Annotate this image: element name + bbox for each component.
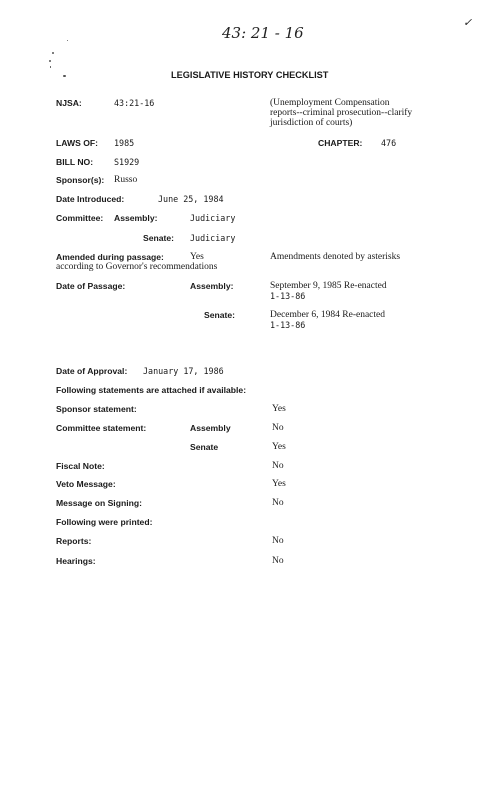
committee-statement-assembly-label: Assembly bbox=[190, 423, 231, 433]
chapter-label: CHAPTER: bbox=[318, 138, 363, 148]
sponsor-label: Sponsor(s): bbox=[56, 175, 105, 185]
amended-value: Yes bbox=[190, 252, 204, 262]
amended-label: Amended during passage: bbox=[56, 252, 164, 262]
date-introduced-value: June 25, 1984 bbox=[158, 194, 224, 204]
njsa-value: 43:21-16 bbox=[114, 98, 155, 108]
committee-assembly-label: Assembly: bbox=[114, 213, 158, 223]
committee-assembly-value: Judiciary bbox=[190, 213, 236, 223]
message-on-signing-label: Message on Signing: bbox=[56, 498, 142, 508]
committee-statement-label: Committee statement: bbox=[56, 423, 147, 433]
scan-speck bbox=[50, 66, 51, 68]
committee-statement-senate-value: Yes bbox=[272, 442, 286, 452]
date-of-approval-label: Date of Approval: bbox=[56, 366, 128, 376]
sponsor-statement-label: Sponsor statement: bbox=[56, 404, 137, 414]
committee-senate-value: Judiciary bbox=[190, 233, 236, 243]
reports-value: No bbox=[272, 536, 284, 546]
scan-speck bbox=[63, 75, 66, 77]
page-title: LEGISLATIVE HISTORY CHECKLIST bbox=[171, 70, 329, 80]
passage-senate-line1: December 6, 1984 Re-enacted bbox=[270, 310, 386, 320]
passage-senate-line2: 1-13-86 bbox=[270, 320, 306, 330]
message-on-signing-value: No bbox=[272, 498, 284, 508]
njsa-description-line1: (Unemployment Compensation bbox=[270, 98, 390, 108]
chapter-value: 476 bbox=[381, 138, 397, 148]
reports-label: Reports: bbox=[56, 536, 92, 546]
printed-header: Following were printed: bbox=[56, 517, 153, 527]
bill-no-value: S1929 bbox=[114, 157, 140, 167]
statements-header: Following statements are attached if available: bbox=[56, 385, 247, 395]
committee-label: Committee: bbox=[56, 213, 104, 223]
amended-note: Amendments denoted by asterisks bbox=[270, 252, 401, 262]
sponsor-statement-value: Yes bbox=[272, 404, 286, 414]
njsa-description-line3: jurisdiction of courts) bbox=[270, 118, 353, 128]
passage-senate-label: Senate: bbox=[204, 310, 236, 320]
bill-no-label: BILL NO: bbox=[56, 157, 94, 167]
date-introduced-label: Date Introduced: bbox=[56, 194, 125, 204]
veto-message-value: Yes bbox=[272, 479, 286, 489]
committee-statement-senate-label: Senate bbox=[190, 442, 219, 452]
committee-statement-assembly-value: No bbox=[272, 423, 284, 433]
veto-message-label: Veto Message: bbox=[56, 479, 116, 489]
committee-senate-label: Senate: bbox=[143, 233, 175, 243]
scan-speck bbox=[49, 60, 51, 62]
laws-of-value: 1985 bbox=[114, 138, 135, 148]
handwritten-statute-number: 43: 21 - 16 bbox=[222, 24, 304, 42]
hearings-value: No bbox=[272, 556, 284, 566]
scan-speck bbox=[67, 40, 68, 41]
passage-assembly-line2: 1-13-86 bbox=[270, 291, 306, 301]
scan-speck bbox=[52, 52, 54, 54]
njsa-description-line2: reports--criminal prosecution--clarify bbox=[270, 108, 413, 118]
amended-line2: according to Governor's recommendations bbox=[56, 262, 218, 272]
fiscal-note-value: No bbox=[272, 461, 284, 471]
fiscal-note-label: Fiscal Note: bbox=[56, 461, 105, 471]
hearings-label: Hearings: bbox=[56, 556, 96, 566]
date-of-approval-value: January 17, 1986 bbox=[143, 366, 224, 376]
handwritten-checkmark: ✓ bbox=[463, 16, 473, 29]
sponsor-value: Russo bbox=[114, 175, 138, 185]
laws-of-label: LAWS OF: bbox=[56, 138, 99, 148]
passage-assembly-label: Assembly: bbox=[190, 281, 234, 291]
njsa-label: NJSA: bbox=[56, 98, 82, 108]
date-of-passage-label: Date of Passage: bbox=[56, 281, 126, 291]
passage-assembly-line1: September 9, 1985 Re-enacted bbox=[270, 281, 387, 291]
